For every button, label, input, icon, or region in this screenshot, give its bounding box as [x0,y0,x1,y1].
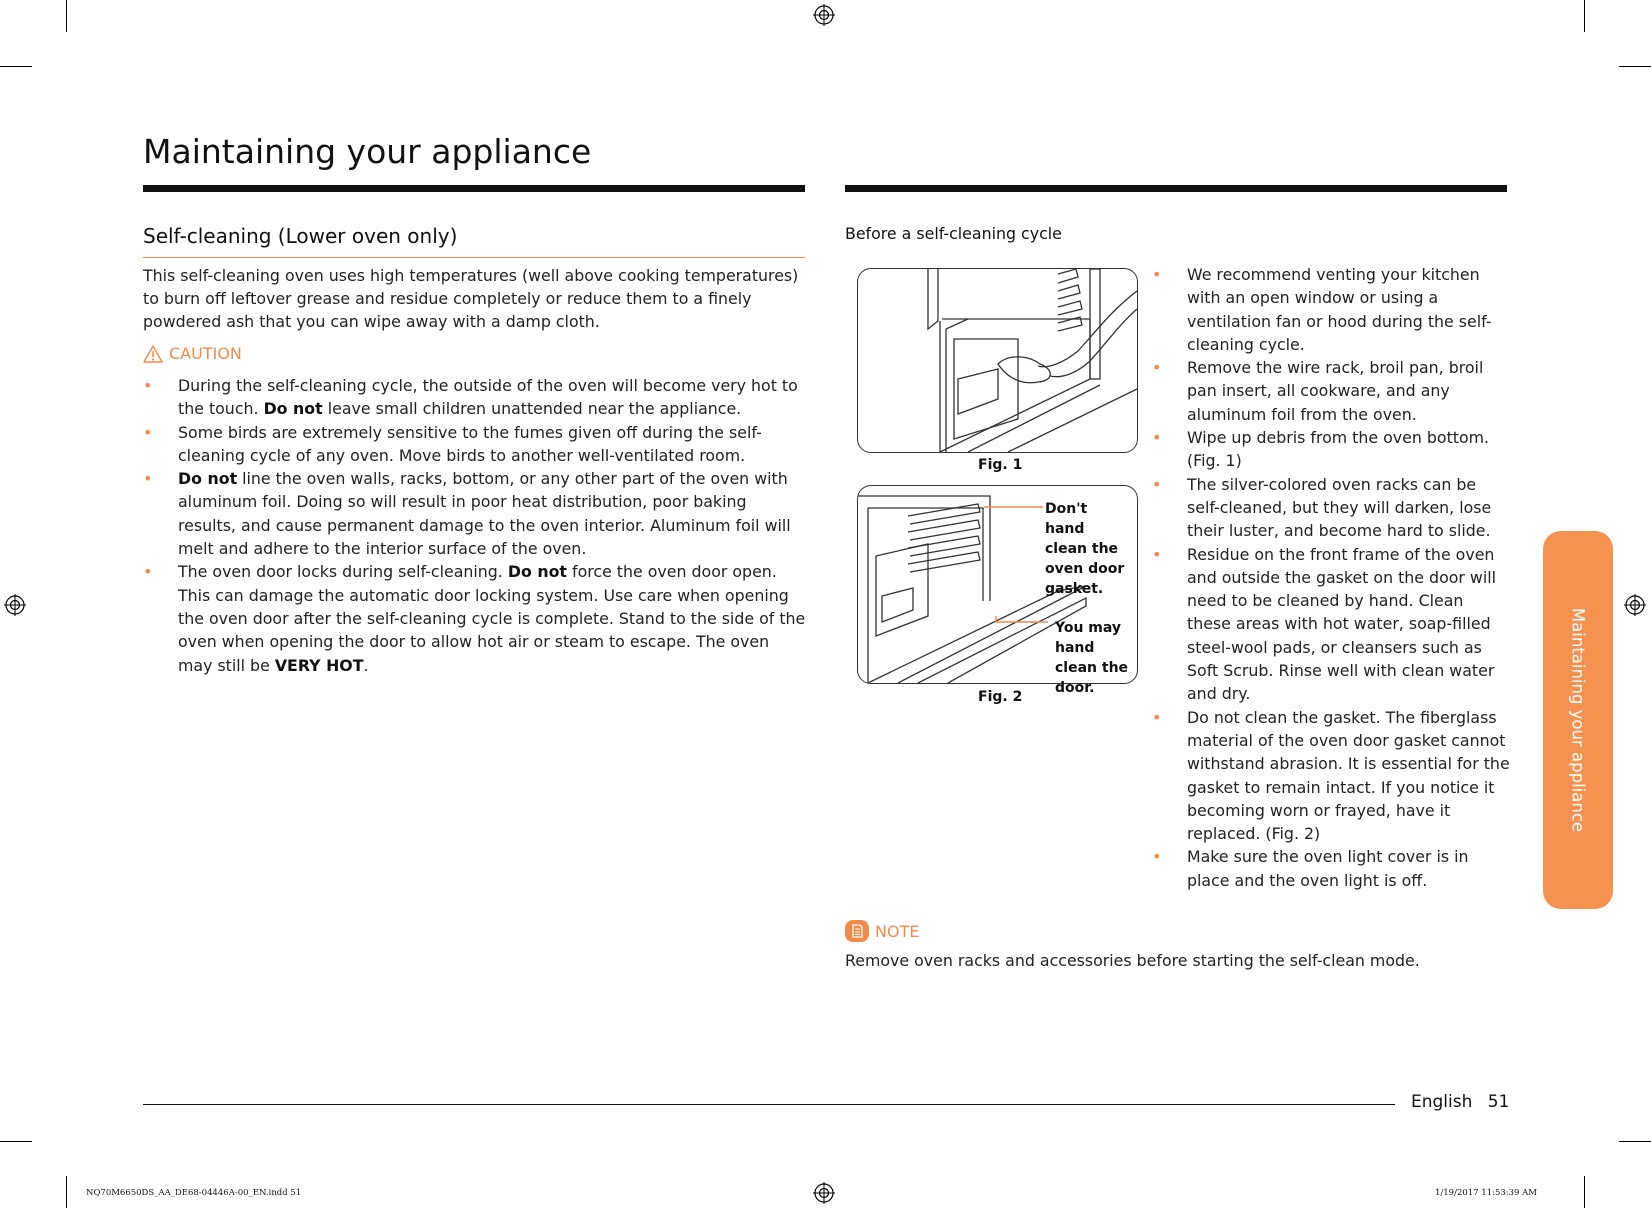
list-item: • Some birds are extremely sensitive to the fumes given off during the self-cleaning cycle of any oven. Move birds to another well-ventilated room. [143,421,808,468]
list-item: • During the self-cleaning cycle, the outside of the oven will become very hot to the touch. Do not leave small children unattended near the appliance. [143,374,808,421]
list-item: • Make sure the oven light cover is in place and the oven light is off. [1152,845,1512,892]
list-item: • Do not line the oven walls, racks, bottom, or any other part of the oven with aluminum foil. Doing so will result in poor heat distribution, poor baking results, and cause permanent damage to the oven interior. Aluminum foil will melt and adhere to the interior surface of the oven. [143,467,808,560]
crop-mark [66,0,67,32]
crop-mark [0,1141,32,1142]
crop-mark [1619,66,1651,67]
list-item: • Wipe up debris from the oven bottom. (Fig. 1) [1152,426,1512,473]
side-tab-label: Maintaining your appliance [1568,607,1588,833]
side-tab [1543,531,1613,909]
crop-mark [1584,1176,1585,1208]
slug-file: NQ70M6650DS_AA_DE68-04446A-00_EN.indd 51 [86,1188,302,1198]
title-rule-right [845,185,1507,192]
callout-door: You may hand clean the door. [1055,620,1129,696]
crop-mark [1619,1141,1651,1142]
crop-mark [66,1176,67,1208]
slug-date: 1/19/2017 11:53:39 AM [1435,1188,1538,1198]
figure-2-caption: Fig. 2 [978,689,1023,705]
note-document-icon [845,920,869,942]
page-title: Maintaining your appliance [143,132,592,171]
footer-language: English [1411,1092,1473,1112]
crop-mark [0,66,32,67]
list-item: • Residue on the front frame of the oven and outside the gasket on the door will need to be cleaned by hand. Clean these areas with hot water, soap-filled steel-wool pads, or cleansers such as Soft Scrub. Rinse well with clean water and dry. [1152,543,1512,706]
page-number: 51 [1487,1092,1510,1112]
footer-rule [143,1104,1395,1105]
figure-1 [857,268,1138,453]
caution-label: CAUTION [169,344,242,363]
oven-wipe-illustration [858,269,1137,452]
list-item: • We recommend venting your kitchen with an open window or using a ventilation fan or hood during the self-cleaning cycle. [1152,263,1512,356]
caution-header [143,344,242,363]
crop-mark [1584,0,1585,32]
section-heading: Self-cleaning (Lower oven only) [143,224,458,248]
title-rule-left [143,185,805,192]
footer [1411,1092,1509,1112]
figure-1-caption: Fig. 1 [978,457,1023,473]
section-underline [143,257,805,258]
registration-mark-icon [813,4,835,26]
note-text: Remove oven racks and accessories before starting the self-clean mode. [845,951,1420,970]
list-item: • Remove the wire rack, broil pan, broil pan insert, all cookware, and any aluminum foil from the oven. [1152,356,1512,426]
pre-clean-list [1152,263,1512,892]
registration-mark-icon [813,1182,835,1204]
list-item: • The silver-colored oven racks can be self-cleaned, but they will darken, lose their luster, and become hard to slide. [1152,473,1512,543]
intro-paragraph: This self-cleaning oven uses high temperatures (well above cooking temperatures) to burn off leftover grease and residue completely or reduce them to a finely powdered ash that you can wipe away with a damp cloth. [143,266,799,331]
registration-mark-icon [4,594,26,616]
registration-mark-icon [1624,594,1646,616]
callout-gasket: Don't hand clean the oven door gasket. [1045,501,1125,597]
note-label: NOTE [875,921,920,941]
sub-heading: Before a self-cleaning cycle [845,224,1062,243]
note-header [845,920,919,942]
caution-list [143,374,808,677]
warning-triangle-icon [143,345,163,363]
list-item: • The oven door locks during self-cleaning. Do not force the oven door open. This can damage the automatic door locking system. Use care when opening the oven door after the self-cleaning cycle is complete. Stand to the side of the oven when opening the door to allow hot air or steam to escape. The oven may still be VERY HOT. [143,560,808,676]
list-item: • Do not clean the gasket. The fiberglass material of the oven door gasket cannot withstand abrasion. It is essential for the gasket to remain intact. If you notice it becoming worn or frayed, have it replaced. (Fig. 2) [1152,706,1512,846]
